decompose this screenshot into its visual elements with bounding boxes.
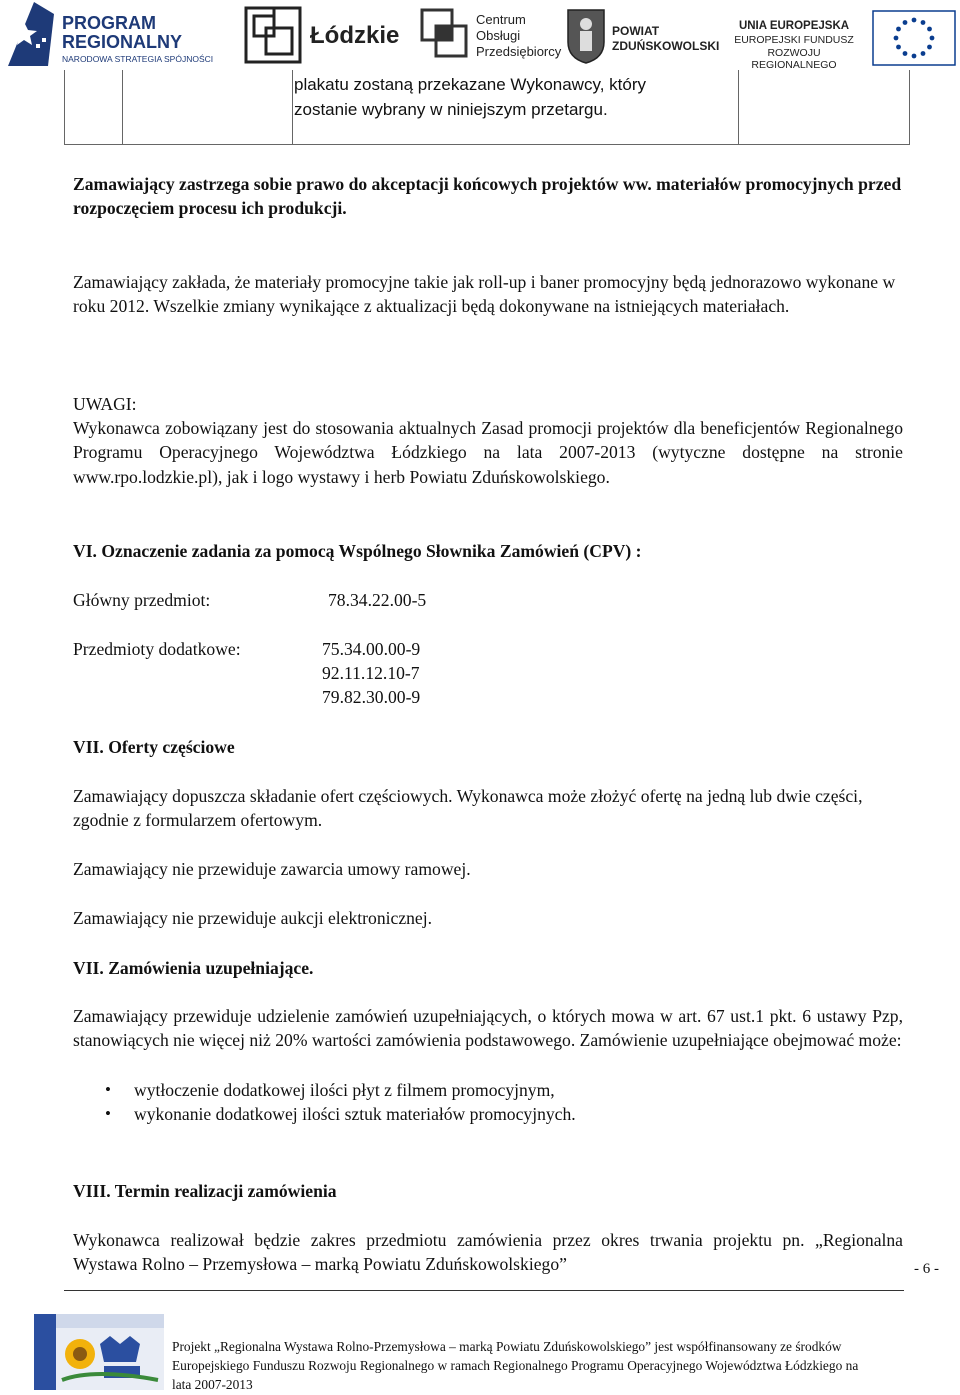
paragraph-framework: Zamawiający nie przewiduje zawarcia umowy ramowej. (73, 859, 471, 879)
footer-exhibition-logo (34, 1314, 164, 1390)
footer-line3: lata 2007-2013 (172, 1377, 253, 1392)
section-vi-heading: VI. Oznaczenie zadania za pomocą Wspólnego Słownika Zamówień (CPV) : (73, 541, 642, 561)
lodzkie-emblem-icon (244, 6, 302, 64)
program-logo-line1: PROGRAM (62, 13, 156, 33)
paragraph-approval: Zamawiający zastrzega sobie prawo do akceptacji końcowych projektów ww. materiałów promocyjnych przed rozpoczęciem procesu ich produkcji. (73, 174, 902, 219)
exhibition-emblem-icon (34, 1314, 164, 1390)
additional-code-1: 75.34.00.00-9 (322, 639, 421, 659)
section-vii-supplementary-heading: VII. Zamówienia uzupełniające. (73, 958, 314, 978)
ue-logo-line3: ROZWOJU REGIONALNEGO (751, 47, 837, 71)
unia-europejska-logo (724, 0, 960, 71)
program-regionalny-logo (4, 0, 236, 68)
footer-text (172, 1337, 912, 1394)
header-logo-bar (0, 0, 960, 70)
table-cell-number (65, 70, 123, 144)
list-item: • wykonanie dodatkowej ilości sztuk materiałów promocyjnych. (73, 1102, 903, 1126)
uwagi-label: UWAGI: (73, 394, 137, 414)
centrum-logo-line3: Przedsiębiorcy (476, 44, 562, 59)
paragraph-auction: Zamawiający nie przewiduje aukcji elektronicznej. (73, 908, 433, 928)
main-subject-label: Główny przedmiot: (73, 590, 211, 610)
main-subject-code: 78.34.22.00-5 (328, 590, 427, 610)
table-cell-line1: plakatu zostaną przekazane Wykonawcy, który (294, 75, 646, 94)
footer-line1: Projekt „Regionalna Wystawa Rolno-Przemysłowa – marką Powiatu Zduńskowolskiego” jest współfinansowany ze środków (172, 1339, 842, 1354)
powiat-logo (566, 0, 720, 68)
ue-logo-line2: EUROPEJSKI FUNDUSZ (734, 34, 854, 46)
table-cell-line2: zostanie wybrany w niniejszym przetargu. (294, 100, 608, 119)
section-viii-heading: VIII. Termin realizacji zamówienia (73, 1181, 337, 1201)
additional-code-2: 92.11.12.10-7 (322, 663, 420, 683)
additional-subjects-label: Przedmioty dodatkowe: (73, 639, 241, 659)
bullet-list (73, 1078, 903, 1127)
paragraph-term: Wykonawca realizował będzie zakres przedmiotu zamówienia przez okres trwania projektu pn. „Regionalna Wystawa Rolno – Przemysłowa – marką Powiatu Zduńskowolskiego” (73, 1230, 903, 1275)
program-logo-line2: REGIONALNY (62, 32, 183, 52)
additional-code-3: 79.82.30.00-9 (322, 687, 421, 707)
paragraph-supplementary: Zamawiający przewiduje udzielenie zamówień uzupełniających, o których mowa w art. 67 ust.1 pkt. 6 ustawy Pzp, stanowiących nie więcej niż 20% wartości zamówienia podstawowego. Zamówienie uzupełniające obejmować może: (73, 1006, 903, 1051)
centrum-logo-line2: Obsługi (476, 28, 521, 43)
paragraph-partial-offers: Zamawiający dopuszcza składanie ofert częściowych. Wykonawca może złożyć ofertę na jedną lub dwie części, zgodnie z formularzem ofertowym. (73, 786, 863, 831)
program-logo-line3: NARODOWA STRATEGIA SPÓJNOŚCI (62, 54, 214, 64)
powiat-coat-of-arms-icon (566, 8, 606, 64)
lodzkie-logo (244, 0, 404, 68)
table-cell-item (123, 70, 293, 144)
powiat-logo-line2: ZDUŃSKOWOLSKI (612, 39, 720, 53)
paragraph-materials: Zamawiający zakłada, że materiały promocyjne takie jak roll-up i baner promocyjny będą jednorazowo wykonane w roku 2012. Wszelkie zmiany wynikające z aktualizacji będą dokonywane na istniejących materiałach. (73, 272, 896, 317)
list-item: • wytłoczenie dodatkowej ilości płyt z filmem promocyjnym, (73, 1078, 903, 1102)
lodzkie-logo-text: Łódzkie (310, 22, 400, 49)
footer-line2: Europejskiego Funduszu Rozwoju Regionalnego w ramach Regionalnego Programu Operacyjnego Województwa Łódzkiego na (172, 1358, 859, 1373)
centrum-obslugi-logo (420, 0, 560, 68)
page-number: - 6 - (914, 1261, 939, 1277)
powiat-logo-line1: POWIAT (612, 24, 660, 38)
ue-logo-line1: UNIA EUROPEJSKA (738, 20, 850, 32)
section-vii-partial-heading: VII. Oferty częściowe (73, 737, 235, 757)
program-regionalny-emblem-icon (4, 0, 60, 66)
centrum-emblem-icon (420, 8, 470, 64)
uwagi-text: Wykonawca zobowiązany jest do stosowania aktualnych Zasad promocji projektów dla beneficjentów Regionalnego Programu Operacyjnego Województwa Łódzkiego na lata 2007-2013 (wytyczne dostępne na stronie www.rpo.lodzkie.pl), jak i logo wystawy i herb Powiatu Zduńskowolskiego. (73, 418, 903, 487)
centrum-logo-line1: Centrum (476, 12, 526, 27)
eu-flag-icon (872, 10, 956, 66)
table-cell-text (294, 72, 734, 122)
footer-divider (64, 1290, 904, 1291)
